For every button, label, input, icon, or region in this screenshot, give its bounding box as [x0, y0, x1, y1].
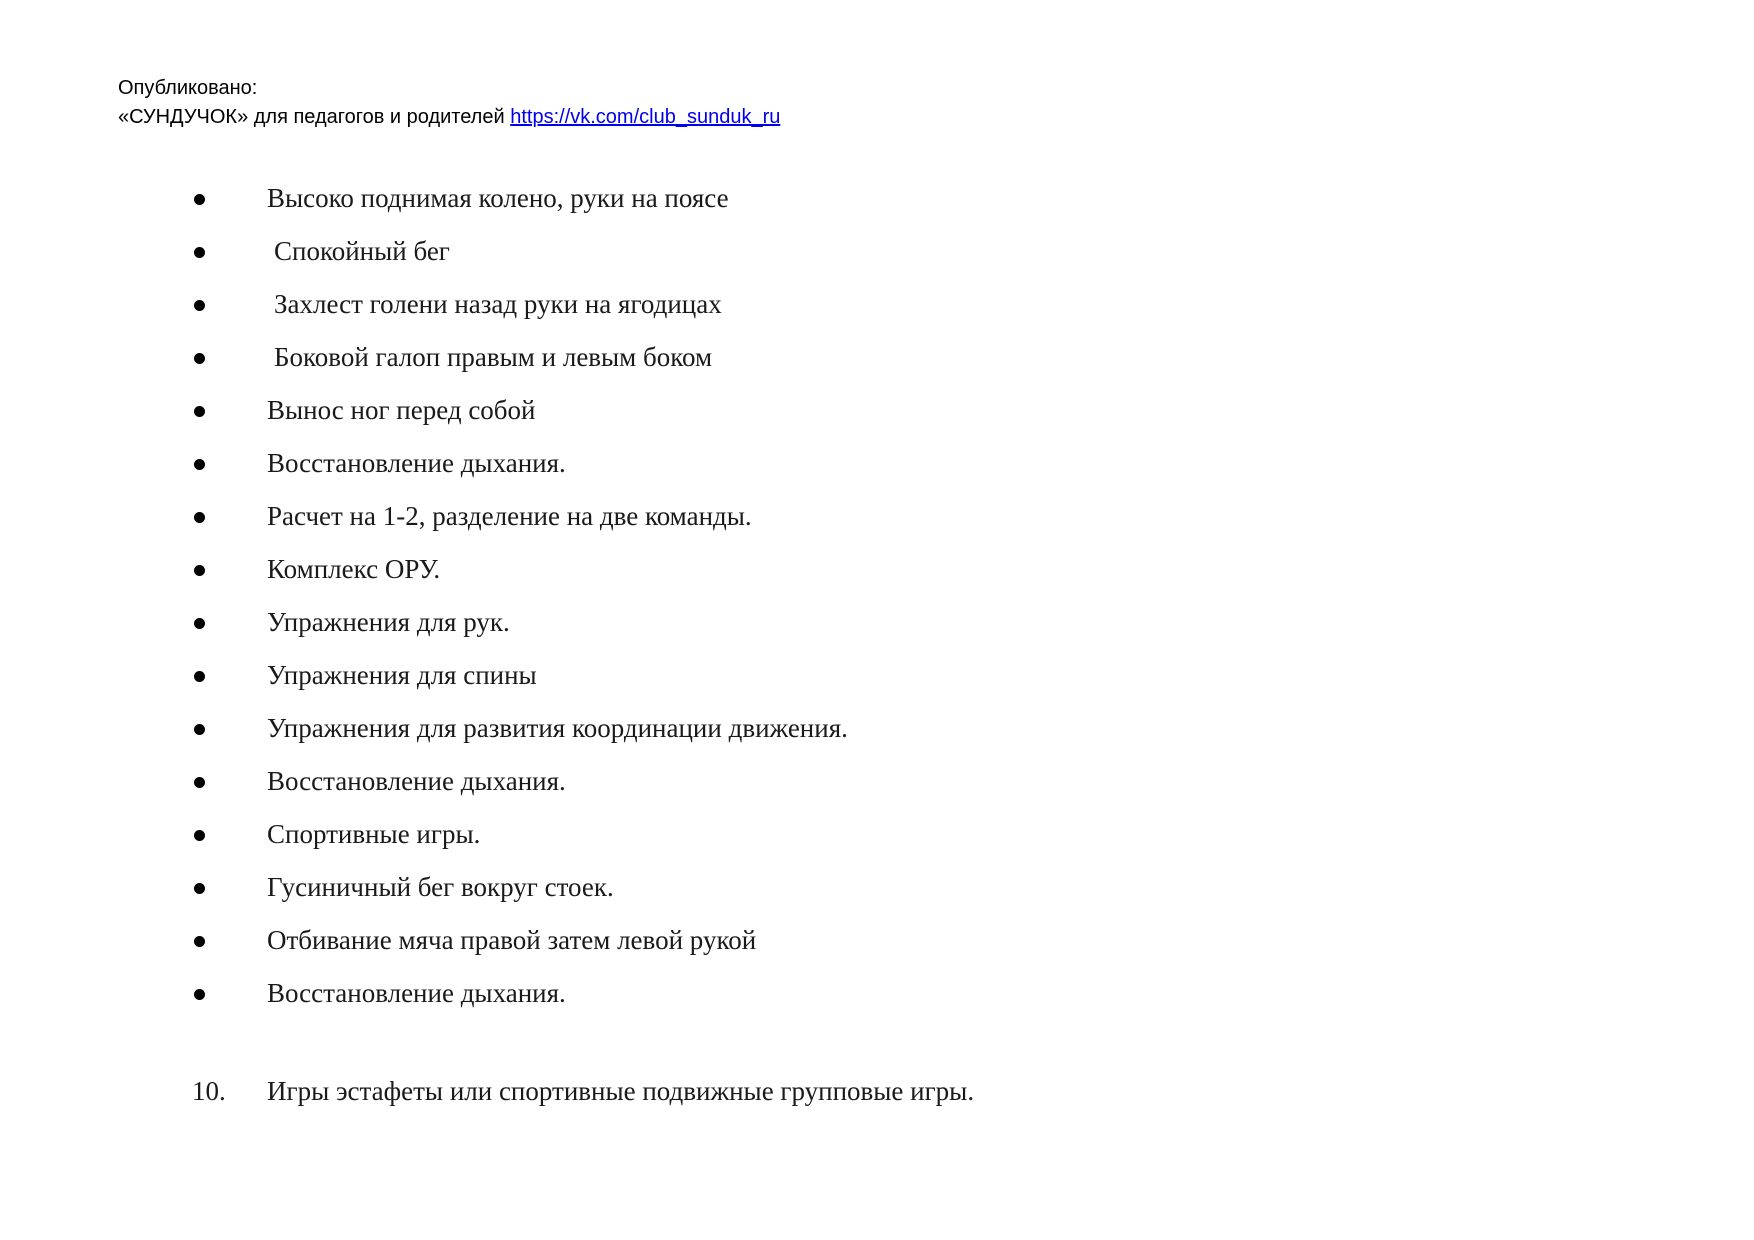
list-item-text: Захлест голени назад руки на ягодицах	[274, 289, 722, 319]
bullet-icon	[194, 989, 205, 1000]
bullet-icon	[194, 565, 205, 576]
numbered-item-text: Игры эстафеты или спортивные подвижные групповые игры.	[267, 1076, 975, 1106]
source-link[interactable]: https://vk.com/club_sunduk_ru	[510, 106, 781, 128]
list-item-text: Восстановление дыхания.	[267, 978, 566, 1008]
list-item-text: Отбивание мяча правой затем левой рукой	[267, 925, 757, 955]
list-item-text: Комплекс ОРУ.	[267, 554, 441, 584]
bullet-icon	[194, 936, 205, 947]
list-item-text: Высоко поднимая колено, руки на поясе	[267, 183, 729, 213]
published-label: Опубликовано:	[118, 77, 258, 99]
list-item-text: Восстановление дыхания.	[267, 448, 566, 478]
bullet-icon	[194, 724, 205, 735]
source-line	[118, 103, 780, 132]
bullet-icon	[194, 459, 205, 470]
bullet-icon	[194, 300, 205, 311]
source-name: «СУНДУЧОК» для педагогов и родителей	[118, 106, 511, 128]
bullet-icon	[194, 671, 205, 682]
bullet-icon	[194, 830, 205, 841]
list-item-text: Спортивные игры.	[267, 819, 481, 849]
bullet-icon	[194, 777, 205, 788]
item-number: 10.	[192, 1076, 226, 1106]
bullet-icon	[194, 883, 205, 894]
list-item-text: Упражнения для развития координации движения.	[267, 713, 848, 743]
publication-header	[118, 74, 780, 132]
bullet-icon	[194, 406, 205, 417]
bullet-icon	[194, 512, 205, 523]
bullet-icon	[194, 353, 205, 364]
list-item-text: Вынос ног перед собой	[267, 395, 536, 425]
list-item-text: Восстановление дыхания.	[267, 766, 566, 796]
list-item-text: Расчет на 1-2, разделение на две команды.	[267, 501, 752, 531]
list-item-text: Спокойный бег	[274, 236, 450, 266]
bullet-icon	[194, 194, 205, 205]
bullet-icon	[194, 618, 205, 629]
list-item-text: Гусиничный бег вокруг стоек.	[267, 872, 614, 902]
list-item-text: Боковой галоп правым и левым боком	[274, 342, 713, 372]
bullet-icon	[194, 247, 205, 258]
list-item-text: Упражнения для рук.	[267, 607, 510, 637]
list-item-text: Упражнения для спины	[267, 660, 537, 690]
